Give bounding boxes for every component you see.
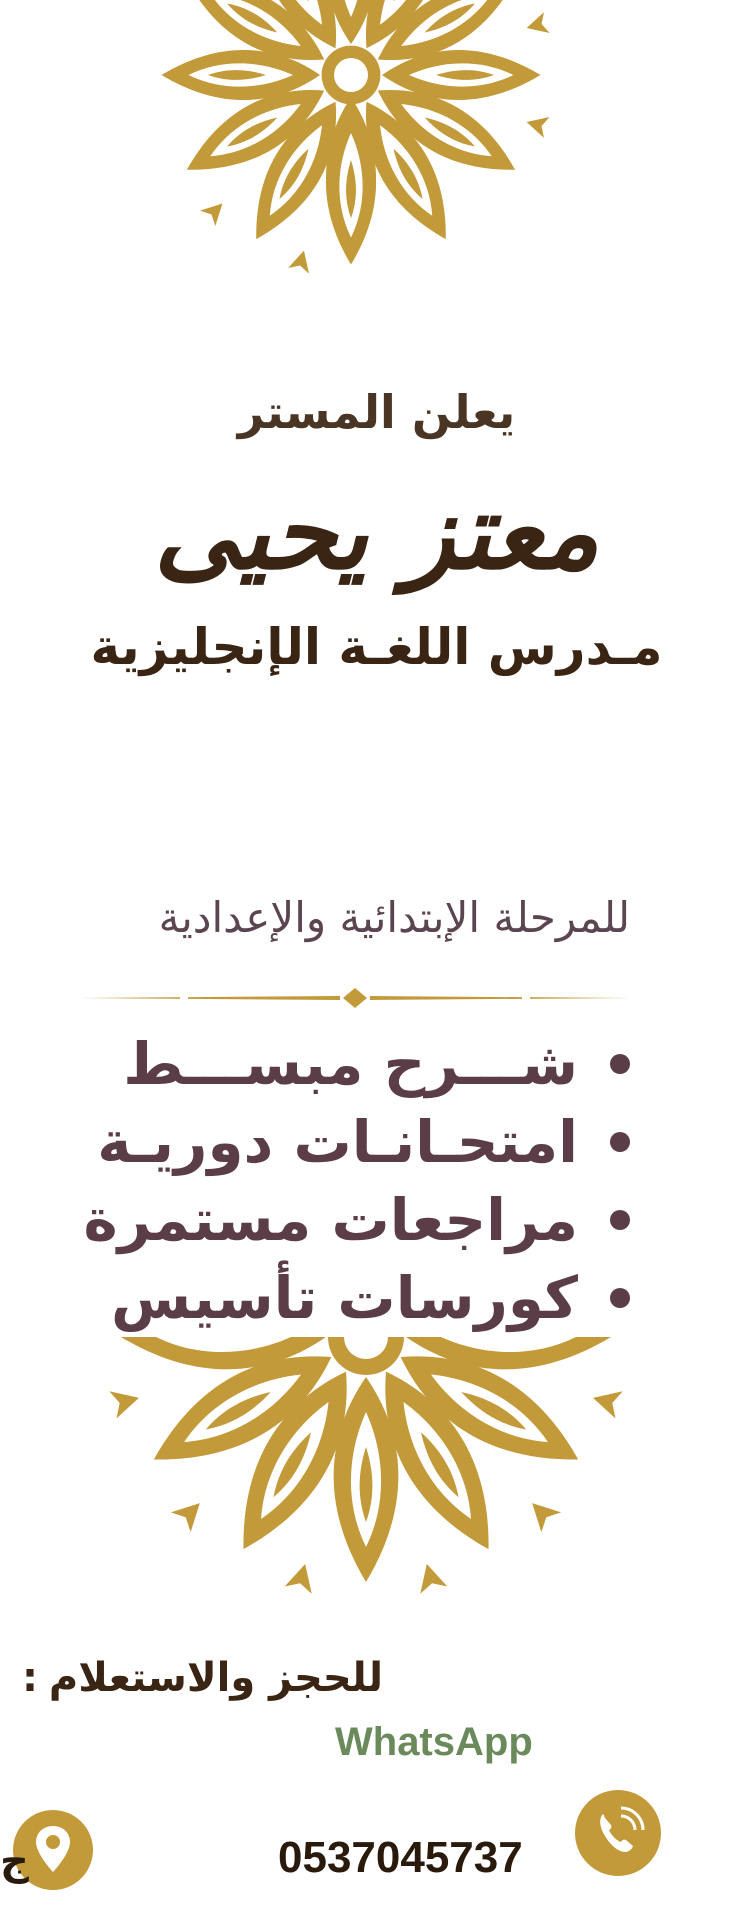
feature-text: امتحـانـات دوريـة [97, 1108, 578, 1176]
teacher-name: معتز يحيى [154, 470, 599, 593]
features-list [83, 1025, 630, 1337]
feature-item [83, 1181, 630, 1259]
booking-label: للحجز والاستعلام [48, 1655, 383, 1701]
feature-item [97, 1103, 630, 1181]
bullet-icon [610, 1288, 630, 1308]
bullet-icon [610, 1210, 630, 1230]
cut-off-text: ج [0, 1838, 29, 1884]
ornamental-divider [80, 988, 630, 1008]
feature-item [100, 1025, 630, 1103]
booking-colon: : [22, 1655, 38, 1701]
phone-icon[interactable] [575, 1790, 661, 1876]
feature-text: مراجعات مستمرة [83, 1186, 578, 1254]
feature-text: كورسات تأسيس [110, 1264, 578, 1332]
bottom-mandala-ornament [96, 1337, 636, 1627]
subject-title: مـدرس اللغـة الإنجليزية [90, 618, 663, 676]
whatsapp-label[interactable]: WhatsApp [335, 1720, 533, 1764]
bullet-icon [610, 1054, 630, 1074]
bullet-icon [610, 1132, 630, 1152]
feature-item [100, 1259, 630, 1337]
announce-heading: يعلن المستر [237, 385, 516, 439]
top-mandala-ornament [86, 0, 616, 280]
feature-text: شـــرح مبســـط [123, 1030, 578, 1098]
phone-number[interactable]: 0537045737 [278, 1833, 523, 1882]
school-stages: للمرحلة الإبتدائية والإعدادية [158, 893, 630, 942]
